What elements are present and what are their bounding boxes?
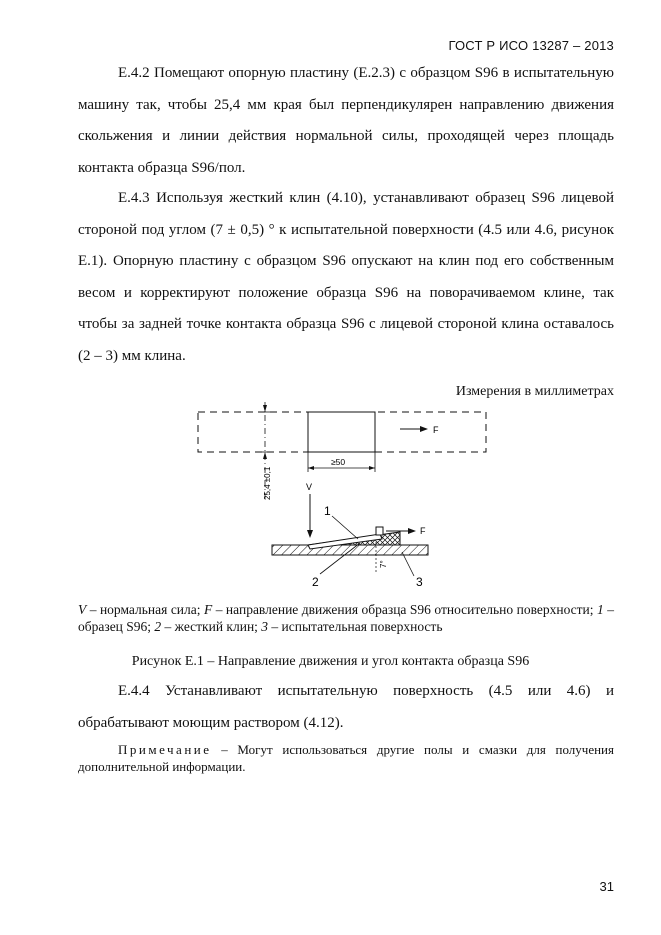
legend-f-symbol: F: [203, 602, 213, 617]
document-header: ГОСТ Р ИСО 13287 – 2013: [448, 38, 614, 53]
legend-v-text: – нормальная сила;: [86, 602, 204, 617]
legend-f-text: – направление движения образца S96 относительно поверхности;: [212, 602, 598, 617]
legend-v-symbol: V: [78, 602, 87, 617]
specimen-block: [376, 527, 383, 535]
legend-3-number: 3: [261, 619, 269, 634]
note-text: – Могут использоваться другие полы и смазки для получения дополнительной информации.: [78, 742, 614, 774]
specimen-contact-area: [308, 412, 375, 452]
note: [78, 741, 614, 775]
paragraph-e-4-3: [78, 183, 614, 372]
legend-1-number: 1: [597, 602, 604, 617]
paragraph-e-4-2-text: Е.4.2 Помещают опорную пластину (Е.2.3) с образцом S96 в испытательную машину так, чтобы 25,4 мм края был перпендикулярен направлению движения скольжения и линии действия нормальной силы, проходящей через площадь контакта образца S96/пол.: [78, 65, 614, 176]
legend-2-text: – жесткий клин;: [161, 619, 262, 634]
callout-1: 1: [324, 504, 331, 518]
legend-1-text: – образец S96;: [78, 602, 614, 634]
width-dimension-label: 25,4 ±0,1: [263, 466, 272, 500]
paragraph-e-4-2: [78, 58, 614, 184]
legend-2-number: 2: [154, 619, 162, 634]
angle-label: 7°: [379, 560, 388, 568]
min-length-label: ≥50: [331, 457, 346, 467]
test-surface: [272, 545, 428, 555]
force-label-top: F: [433, 425, 439, 435]
figure-caption: Рисунок Е.1 – Направление движения и угол контакта образца S96: [131, 654, 530, 669]
callout-2: 2: [312, 575, 319, 589]
note-label: Примечание: [118, 742, 212, 757]
base-plate-outline: [198, 412, 486, 452]
callout-3: 3: [416, 575, 423, 589]
paragraph-e-4-3-text: Е.4.3 Используя жесткий клин (4.10), устанавливают образец S96 лицевой стороной под углом (7 ± 0,5) ° к испытательной поверхности (4.5 или 4.6, рисунок Е.1). Опорную пластину с образцом S96 опускают на клин под его собственным весом и корректируют положение образца S96 на поворачиваемом клине, так чтобы за задней точке контакта образца S96 с лицевой стороной клина оставалось (2 – 3) мм клина.: [78, 190, 614, 364]
figure-e-1-diagram: [190, 400, 500, 590]
paragraph-e-4-4-text: Е.4.4 Устанавливают испытательную поверхность (4.5 или 4.6) и обрабатывают моющим раствором (4.12).: [78, 683, 614, 731]
figure-legend: [78, 601, 614, 635]
units-note: Измерения в миллиметрах: [455, 384, 614, 399]
legend-3-text: – испытательная поверхность: [268, 619, 443, 634]
normal-force-label: V: [306, 482, 313, 492]
force-label-side: F: [420, 526, 426, 536]
page-number: 31: [599, 879, 614, 894]
paragraph-e-4-4: [78, 676, 614, 739]
